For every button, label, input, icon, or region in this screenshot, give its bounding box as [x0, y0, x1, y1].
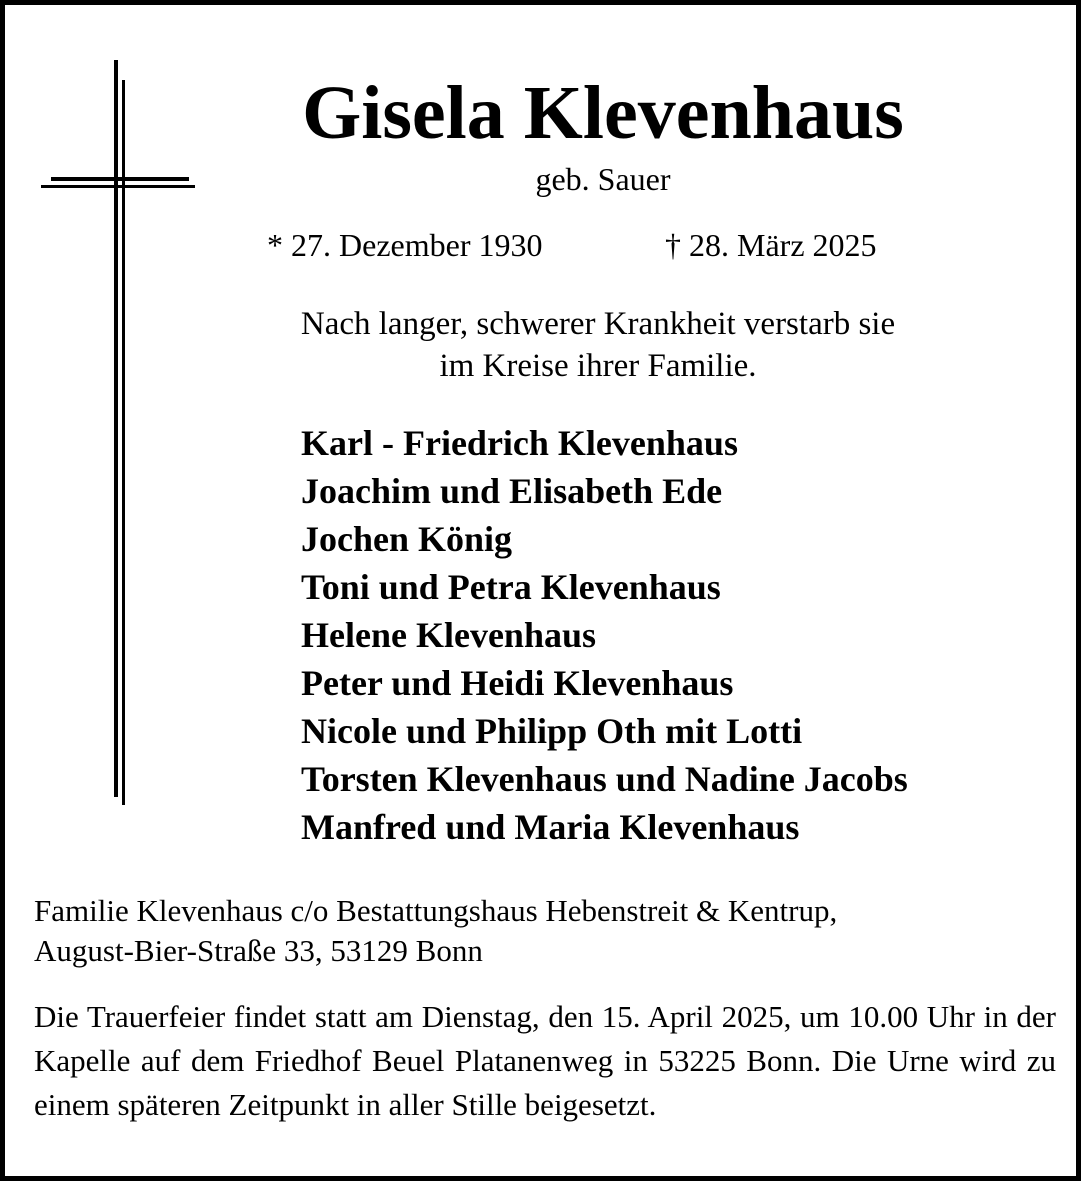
mourner-name: Torsten Klevenhaus und Nadine Jacobs [301, 759, 908, 799]
deceased-name: Gisela Klevenhaus [302, 71, 904, 155]
birth-date: * 27. Dezember 1930 [267, 227, 543, 263]
mourner-name: Joachim und Elisabeth Ede [301, 471, 723, 511]
mourner-name: Manfred und Maria Klevenhaus [301, 807, 800, 847]
mourner-name: Helene Klevenhaus [301, 615, 596, 655]
mourners-list [301, 419, 908, 851]
mourner-name: Karl - Friedrich Klevenhaus [301, 423, 738, 463]
announcement [5, 303, 1081, 387]
death-date: † 28. März 2025 [665, 227, 877, 263]
contact-line: Familie Klevenhaus c/o Bestattungshaus Hebenstreit & Kentrup, [34, 893, 838, 928]
announcement-line: Nach langer, schwerer Krankheit verstarb sie [300, 306, 896, 342]
maiden-name: geb. Sauer [535, 161, 671, 197]
mourner-name: Peter und Heidi Klevenhaus [301, 663, 734, 703]
contact-address [34, 891, 837, 971]
mourner-name: Nicole und Philipp Oth mit Lotti [301, 711, 803, 751]
mourner-name: Jochen König [301, 519, 513, 559]
mourner-name: Toni und Petra Klevenhaus [301, 567, 721, 607]
announcement-line: im Kreise ihrer Familie. [439, 348, 757, 384]
contact-line: August-Bier-Straße 33, 53129 Bonn [34, 933, 483, 968]
funeral-service-info: Die Trauerfeier findet statt am Dienstag, den 15. April 2025, um 10.00 Uhr in der Kapelle auf dem Friedhof Beuel Platanenweg in 53225 Bonn. Die Urne wird zu einem späteren Zeitpunkt in aller Stille beigesetzt. [34, 999, 1056, 1122]
